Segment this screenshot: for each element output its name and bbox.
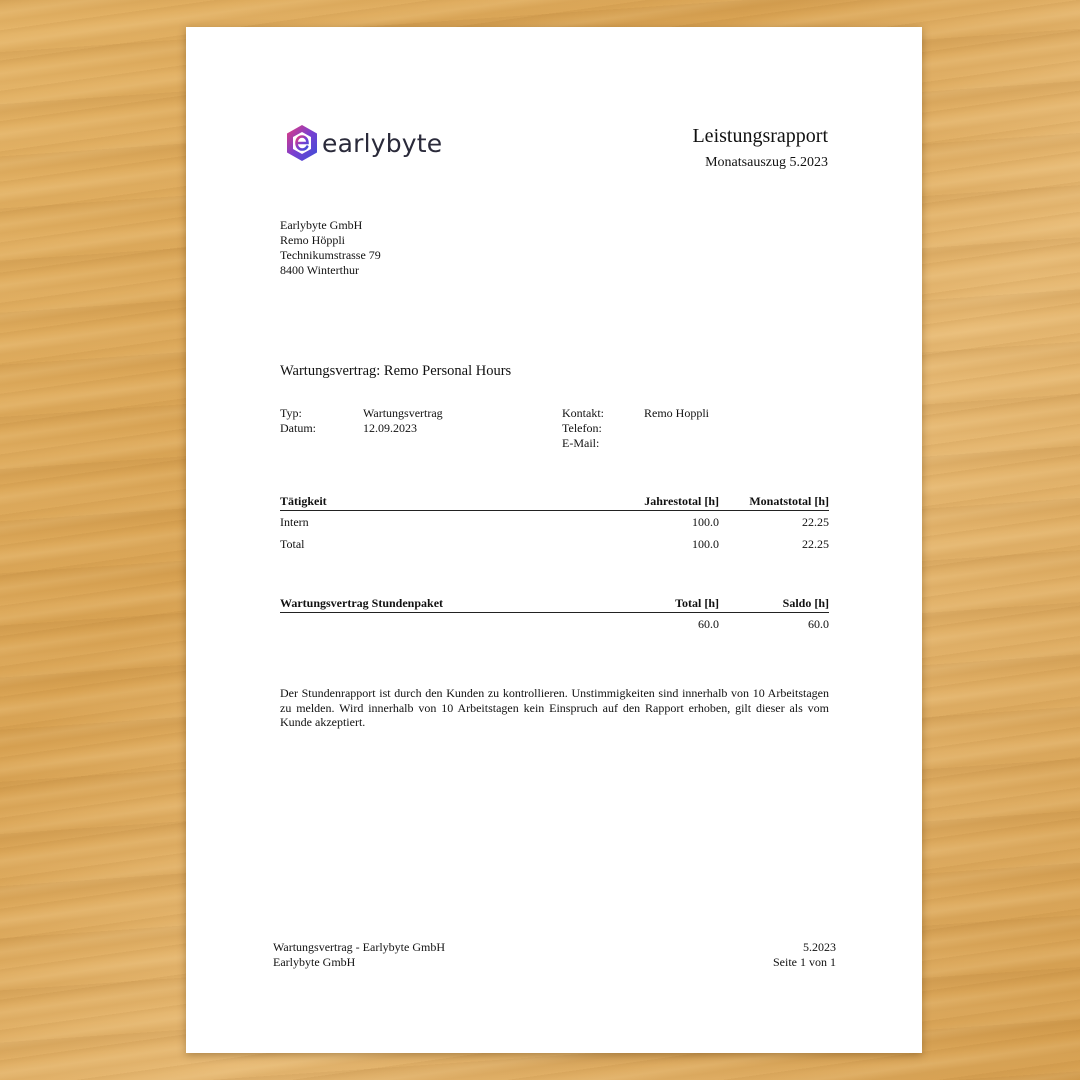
document-page bbox=[186, 27, 922, 1053]
meta-labels-left bbox=[280, 406, 316, 436]
column-header: Monatstotal [h] bbox=[719, 493, 829, 511]
logo-wordmark: earlybyte bbox=[322, 128, 443, 158]
date-label: Datum: bbox=[280, 421, 316, 435]
disclaimer-note: Der Stundenrapport ist durch den Kunden zu kontrollieren. Unstimmigkeiten sind innerhalb von 10 Arbeitstagen zu melden. Wird innerhalb von 10 Arbeitstagen kein Einspruch auf den Rapport erhoben, gilt dieser als vom Kunde akzeptiert. bbox=[280, 686, 829, 729]
table-cell: 60.0 bbox=[808, 616, 829, 631]
table-row bbox=[280, 533, 829, 555]
table-cell: 60.0 bbox=[698, 616, 719, 631]
document-title: Leistungsrapport bbox=[692, 125, 828, 147]
address-city: 8400 Winterthur bbox=[280, 263, 359, 277]
footer-company: Earlybyte GmbH bbox=[273, 955, 356, 969]
recipient-address bbox=[280, 218, 381, 278]
contact-value: Remo Hoppli bbox=[644, 406, 709, 420]
contact-label: Kontakt: bbox=[562, 406, 604, 420]
table-cell: 22.25 bbox=[802, 514, 829, 529]
column-header: Jahrestotal [h] bbox=[609, 493, 719, 511]
address-person: Remo Höppli bbox=[280, 233, 345, 247]
table-cell: 22.25 bbox=[802, 536, 829, 551]
table-cell: 100.0 bbox=[692, 536, 719, 551]
document-subtitle: Monatsauszug 5.2023 bbox=[705, 155, 828, 170]
table-cell: 100.0 bbox=[692, 514, 719, 529]
package-table-header bbox=[280, 595, 829, 613]
activity-table bbox=[280, 493, 829, 555]
footer-page-number: Seite 1 von 1 bbox=[773, 955, 836, 969]
meta-values-left bbox=[363, 406, 443, 436]
address-company: Earlybyte GmbH bbox=[280, 218, 363, 232]
earlybyte-hexagon-logo-icon bbox=[284, 123, 320, 163]
activity-table-header bbox=[280, 493, 829, 511]
meta-values-right bbox=[644, 406, 709, 421]
column-header: Tätigkeit bbox=[280, 493, 609, 511]
table-cell: Intern bbox=[280, 514, 309, 529]
type-value: Wartungsvertrag bbox=[363, 406, 443, 420]
meta-labels-right bbox=[562, 406, 604, 451]
column-header: Saldo [h] bbox=[719, 595, 829, 613]
table-row bbox=[280, 511, 829, 534]
column-header: Total [h] bbox=[609, 595, 719, 613]
table-row bbox=[280, 613, 829, 636]
date-value: 12.09.2023 bbox=[363, 421, 417, 435]
column-header: Wartungsvertrag Stundenpaket bbox=[280, 595, 609, 613]
table-cell bbox=[280, 613, 609, 636]
footer-left bbox=[273, 940, 445, 970]
email-label: E-Mail: bbox=[562, 436, 600, 450]
type-label: Typ: bbox=[280, 406, 302, 420]
footer-right bbox=[773, 940, 836, 970]
address-street: Technikumstrasse 79 bbox=[280, 248, 381, 262]
footer-contract: Wartungsvertrag - Earlybyte GmbH bbox=[273, 940, 445, 954]
table-cell: Total bbox=[280, 536, 305, 551]
package-table bbox=[280, 595, 829, 635]
contract-title: Wartungsvertrag: Remo Personal Hours bbox=[280, 363, 512, 379]
company-logo bbox=[284, 123, 454, 163]
phone-label: Telefon: bbox=[562, 421, 602, 435]
footer-period: 5.2023 bbox=[803, 940, 836, 954]
